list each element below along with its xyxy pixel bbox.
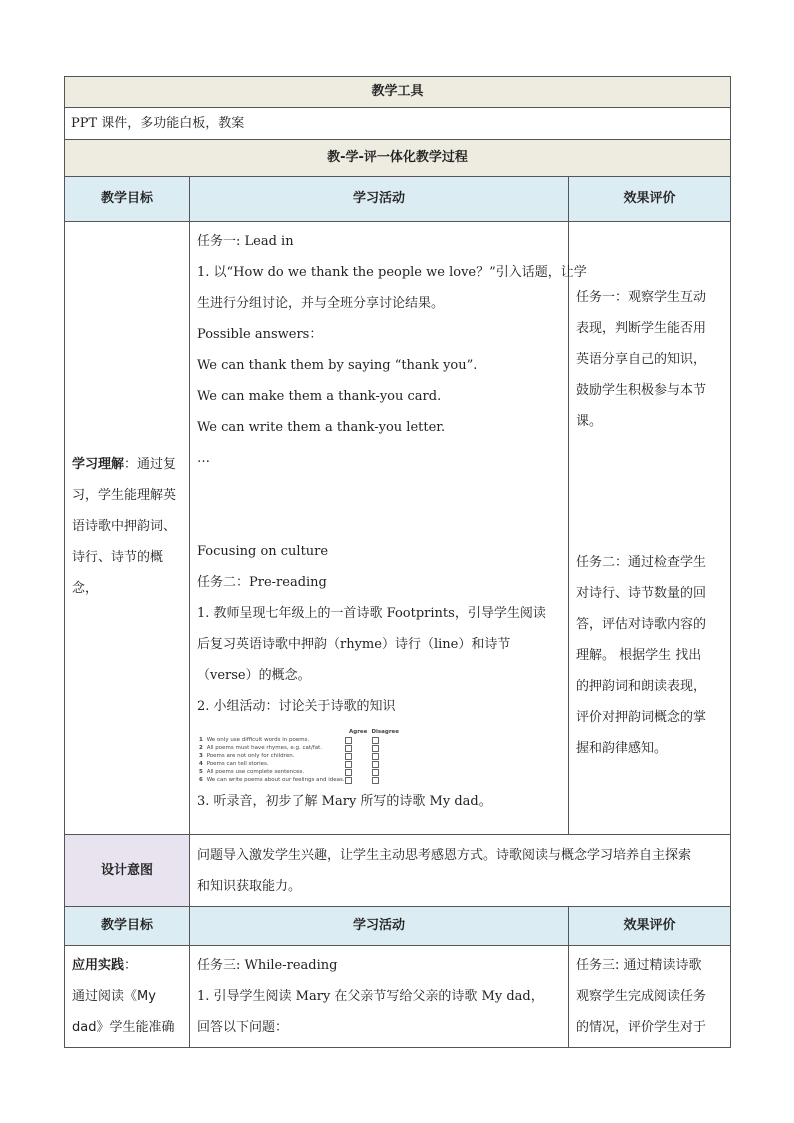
survey-row: 6 We can write poems about our feelings and ideas. bbox=[199, 776, 399, 784]
process-header: 教-学-评一体化教学过程 bbox=[65, 140, 731, 177]
section2-goal-cell bbox=[65, 946, 190, 1048]
task2-item2: 2. 小组活动：讨论关于诗歌的知识 bbox=[197, 699, 396, 714]
checkbox-icon bbox=[372, 753, 379, 760]
task2-item1-cont2: （verse）的概念。 bbox=[197, 668, 311, 683]
design-intent-label: 设计意图 bbox=[65, 835, 190, 907]
task3-item1-cont: 回答以下问题： bbox=[197, 1020, 289, 1035]
checkbox-icon bbox=[345, 761, 352, 768]
eval2-line: 任务二：通过检查学生 bbox=[576, 555, 707, 570]
lesson-plan-table bbox=[64, 76, 731, 1048]
task1-item1: 1. 以“How do we thank the people we love？”引入话题，让学 bbox=[197, 265, 587, 280]
eval2-line: 评价对押韵词概念的掌 bbox=[576, 710, 707, 725]
answer-3: We can write them a thank-you letter. bbox=[197, 420, 446, 435]
checkbox-icon bbox=[372, 769, 379, 776]
survey-row: 2 All poems must have rhymes, e.g. cat/fat. bbox=[199, 744, 399, 752]
column-header-eval: 效果评价 bbox=[569, 907, 731, 946]
possible-answers-label: Possible answers： bbox=[197, 327, 323, 342]
eval3-line: 任务三: 通过精读诗歌 bbox=[576, 958, 702, 973]
survey-row: 5 All poems use complete sentences. bbox=[199, 768, 399, 776]
column-header-goal: 教学目标 bbox=[65, 177, 190, 222]
checkbox-icon bbox=[345, 753, 352, 760]
column-header-goal: 教学目标 bbox=[65, 907, 190, 946]
section1-goal-cell bbox=[65, 222, 190, 835]
checkbox-icon bbox=[372, 761, 379, 768]
checkbox-icon bbox=[345, 737, 352, 744]
eval1-line: 鼓励学生积极参与本节 bbox=[576, 383, 707, 398]
checkbox-icon bbox=[372, 745, 379, 752]
task2-item1-cont: 后复习英语诗歌中押韵（rhyme）诗行（line）和诗节 bbox=[197, 637, 511, 652]
section1-goal-line: ：通过复 bbox=[124, 456, 177, 472]
survey-row: 3 Poems are not only for children. bbox=[199, 752, 399, 760]
checkbox-icon bbox=[372, 777, 379, 784]
eval2-line: 握和韵律感知。 bbox=[576, 741, 668, 756]
checkbox-icon bbox=[372, 737, 379, 744]
focus-culture: Focusing on culture bbox=[197, 544, 329, 559]
column-header-activity: 学习活动 bbox=[190, 177, 569, 222]
lesson-plan-page bbox=[64, 76, 730, 1048]
section2-goal-bold: 应用实践 bbox=[72, 958, 125, 973]
eval2-line: 理解。 根据学生 找出 bbox=[576, 648, 702, 663]
section1-activity-cell bbox=[190, 222, 587, 835]
answer-2: We can make them a thank-you card. bbox=[197, 389, 442, 404]
eval1-line: 英语分享自己的知识， bbox=[576, 352, 707, 367]
eval1-line: 任务一：观察学生互动 bbox=[576, 290, 707, 305]
section2-goal-line: ： bbox=[124, 958, 138, 973]
eval2-line: 答，评估对诗歌内容的 bbox=[576, 617, 707, 632]
section2-goal-line: 通过阅读《My bbox=[72, 989, 156, 1004]
section1-goal-line: 习，学生能理解英 bbox=[72, 487, 177, 503]
eval2-line: 的押韵词和朗读表现， bbox=[576, 679, 707, 694]
checkbox-icon bbox=[345, 745, 352, 752]
survey-row: 1 We only use difficult words in poems. bbox=[199, 736, 399, 744]
section2-goal-line: dad》学生能准确 bbox=[72, 1020, 175, 1035]
section2-eval-cell bbox=[569, 946, 731, 1048]
eval3-line: 观察学生完成阅读任务 bbox=[576, 989, 707, 1004]
answer-1: We can thank them by saying “thank you”. bbox=[197, 358, 478, 373]
design-intent-line: 和知识获取能力。 bbox=[197, 879, 302, 894]
eval2-line: 对诗行、诗节数量的回 bbox=[576, 586, 707, 601]
section2-activity-cell bbox=[190, 946, 569, 1048]
poem-survey-image bbox=[199, 728, 399, 784]
survey-agree-header: Agree bbox=[349, 729, 368, 735]
eval3-line: 的情况，评价学生对于 bbox=[576, 1020, 707, 1035]
survey-disagree-header: Disagree bbox=[371, 729, 399, 735]
task2-item1: 1. 教师呈现七年级上的一首诗歌 Footprints，引导学生阅读 bbox=[197, 606, 546, 621]
task1-title: 任务一: Lead in bbox=[197, 234, 294, 249]
checkbox-icon bbox=[345, 777, 352, 784]
design-intent-line: 问题导入激发学生兴趣，让学生主动思考感恩方式。诗歌阅读与概念学习培养自主探索 bbox=[197, 848, 692, 863]
tools-content: PPT 课件，多功能白板，教案 bbox=[65, 108, 731, 140]
section1-eval-cell bbox=[569, 222, 731, 835]
section1-goal-line: 语诗歌中押韵词、 bbox=[72, 518, 177, 534]
column-header-activity: 学习活动 bbox=[190, 907, 569, 946]
section1-goal-line: 诗行、诗节的概念， bbox=[72, 549, 164, 596]
eval1-line: 课。 bbox=[576, 414, 603, 429]
task3-item1: 1. 引导学生阅读 Mary 在父亲节写给父亲的诗歌 My dad， bbox=[197, 989, 544, 1004]
section1-goal-bold: 学习理解 bbox=[72, 456, 125, 472]
task2-title: 任务二：Pre-reading bbox=[197, 575, 327, 590]
task3-title: 任务三: While-reading bbox=[197, 958, 338, 973]
tools-header: 教学工具 bbox=[65, 77, 731, 108]
eval1-line: 表现，判断学生能否用 bbox=[576, 321, 707, 336]
survey-row: 4 Poems can tell stories. bbox=[199, 760, 399, 768]
column-header-eval: 效果评价 bbox=[569, 177, 731, 222]
task2-item3: 3. 听录音，初步了解 Mary 所写的诗歌 My dad。 bbox=[197, 794, 492, 809]
design-intent-content bbox=[190, 835, 731, 907]
task1-item1-cont: 生进行分组讨论，并与全班分享讨论结果。 bbox=[197, 296, 445, 311]
answer-ellipsis: … bbox=[197, 451, 210, 466]
checkbox-icon bbox=[345, 769, 352, 776]
